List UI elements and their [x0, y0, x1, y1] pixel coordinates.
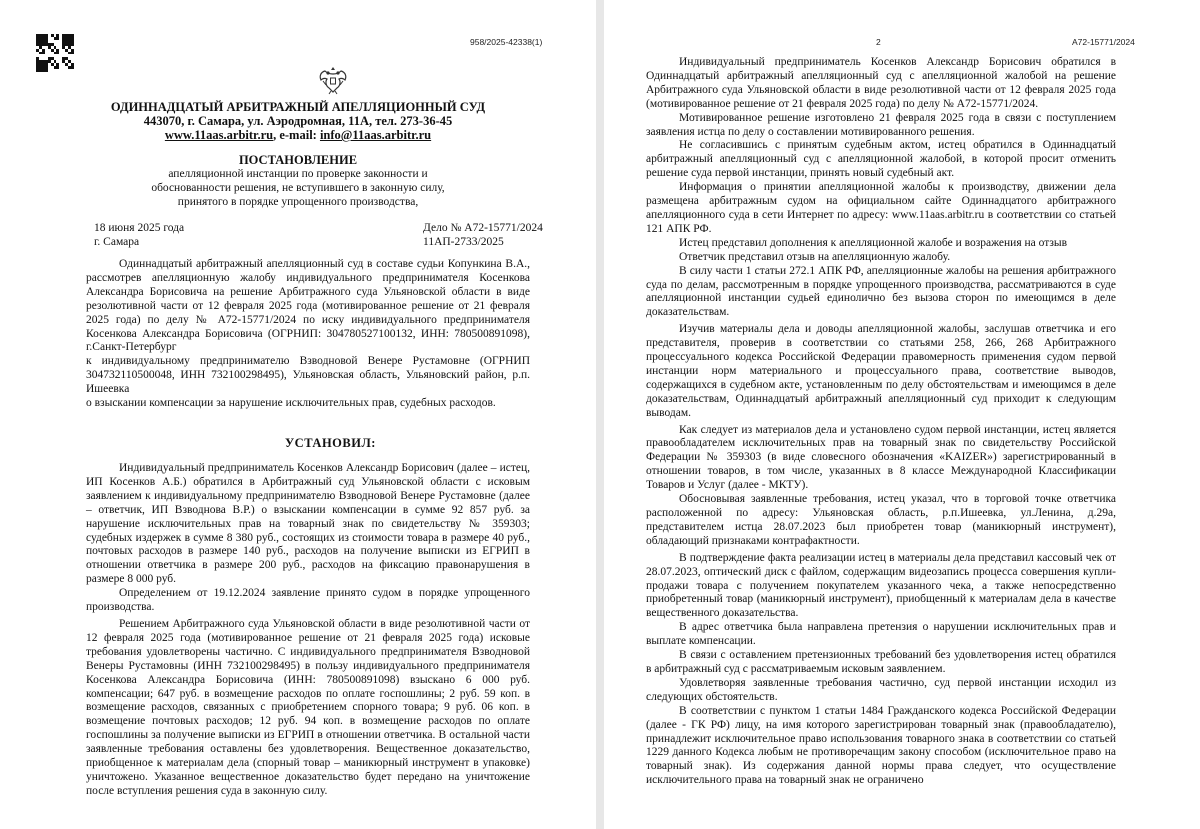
decision-city: г. Самара — [94, 236, 140, 248]
body-paragraph: Обосновывая заявленные требования, истец указал, что в торговой точке ответчика расположенной по адресу: Ульяновская область, р.п.Ишеевка, ул.Ленина, д.29а, представителем истца 28.07.2023 был приобретен товар (маникюрный инструмент), обладающий признаками контрафактности. — [646, 493, 1116, 547]
court-address: 443070, г. Самара, ул. Аэродромная, 11А, тел. 273-36-45 — [143, 114, 453, 128]
email-label: , e-mail: — [273, 128, 320, 142]
appeal-number: 11АП-2733/2025 — [423, 236, 504, 248]
body-paragraph: Индивидуальный предприниматель Косенков Александр Борисович обратился в Одиннадцатый арбитражный апелляционный суд с апелляционной жалобой на решение Арбитражного суда Ульяновской области в виде резолютивной части от 12 февраля 2025 года (мотивированное решение от 21 февраля 2025 года) по делу № А72-15771/2024. — [646, 56, 1116, 110]
body-paragraph: В связи с оставлением претензионных требований без удовлетворения истец обратился в арбитражный суд с рассматриваемым исковым заявлением. — [646, 649, 1116, 675]
body-paragraph: В адрес ответчика была направлена претензия о нарушении исключительных прав и выплате компенсации. — [646, 621, 1116, 648]
intro-paragraph: Одиннадцатый арбитражный апелляционный суд в составе судьи Копункина В.А., рассмотрев апелляционную жалобу индивидуального предпринимателя Косенкова Александра Борисовича на решение Арбитражного суда Ульяновской области в виде резолютивной части от 12 февраля 2025 года (мотивированное решение от 21 февраля 2025 года) по делу № А72-15771/2024 по иску индивидуального предпринимателя Косенкова Александра Борисовича (ОГРНИП: 304780527100132, ИНН: 780500891098), г.Санкт-Петербург — [86, 258, 530, 354]
court-name: ОДИННАДЦАТЫЙ АРБИТРАЖНЫЙ АПЕЛЛЯЦИОННЫЙ СУД — [110, 100, 486, 114]
body-paragraph: Истец представил дополнения к апелляционной жалобе и возражения на отзыв — [679, 236, 1068, 249]
body-paragraph: Не согласившись с принятым судебным актом, истец обратился в Одиннадцатый арбитражный апелляционный суд с апелляционной жалобой, в которой просит отменить решение суда первой инстанции, принять новый судебный акт. — [646, 139, 1116, 180]
body-paragraph: В силу части 1 статьи 272.1 АПК РФ, апелляционные жалобы на решения арбитражного суда по делам, рассмотренным в порядке упрощенного производства, рассматриваются в суде апелляционной инстанции судьей единолично без вызова сторон по имеющимся в деле доказательствам. — [646, 264, 1116, 319]
court-email-link[interactable]: info@11aas.arbitr.ru — [319, 128, 432, 142]
document-page-1 — [0, 0, 596, 829]
body-paragraph: Определением от 19.12.2024 заявление принято судом в порядке упрощенного производства. — [86, 587, 530, 614]
document-page-2 — [604, 0, 1200, 829]
case-reference: А72-15771/2024 — [1072, 37, 1135, 47]
decision-date: 18 июня 2025 года — [94, 222, 185, 234]
subtitle-line: принятого в порядке упрощенного производства, — [177, 196, 419, 208]
body-paragraph: Как следует из материалов дела и установлено судом первой инстанции, истец является правообладателем исключительных прав на товарный знак по свидетельству Российской Федерации № 359303 (в виде словесного обозначения «KAIZER») зарегистрированный в отношении товаров, в том числе, указанных в 8 классе Международной Классификации Товаров и Услуг (далее - МКТУ). — [646, 423, 1116, 492]
page-number: 2 — [876, 37, 881, 47]
intro-paragraph: к индивидуальному предпринимателю Взводновой Венере Рустамовне (ОГРНИП 304732110500048, ИНН 732100298495), Ульяновская область, Ульяновский район, р.п. Ишеевка — [86, 355, 530, 396]
subtitle-line: апелляционной инстанции по проверке законности и — [168, 168, 428, 180]
body-paragraph: Индивидуальный предприниматель Косенков Александр Борисович (далее – истец, ИП Косенков А.Б.) обратился в Арбитражный суд Ульяновской области с исковым заявлением к индивидуальному предпринимателю Взводновой Венере Рустамовне (далее – ответчик, ИП Взводнова В.Р.) о взыскании компенсации в сумме 92 857 руб. за нарушение исключительных прав на товарный знак по свидетельству № 359303; судебных издержек в сумме 8 380 руб., состоящих из стоимости товара в размере 40 руб., почтовых расходов в размере 140 руб., расходов на получение выписки из ЕГРИП в отношении ответчика в размере 200 руб., расходов на фиксацию правонарушения в размере 8 000 руб. — [86, 462, 530, 586]
body-paragraph: Информация о принятии апелляционной жалобы к производству, движении дела размещена арбитражным судом на официальном сайте Одиннадцатого арбитражного апелляционного суда в сети Интернет по адресу: www.11aas.arbitr.ru в соответствии со статьей 121 АПК РФ. — [646, 181, 1116, 235]
document-title: ПОСТАНОВЛЕНИЕ — [238, 153, 358, 167]
body-paragraph: Ответчик представил отзыв на апелляционную жалобу. — [679, 250, 951, 263]
facts-section — [86, 462, 530, 799]
page-gap — [596, 0, 604, 829]
coat-of-arms-icon — [316, 63, 350, 97]
subtitle-line: обоснованности решения, не вступившего в законную силу, — [151, 182, 445, 194]
body-paragraph: Изучив материалы дела и доводы апелляционной жалобы, заслушав ответчика и его представителя, проверив в соответствии со статьями 258, 266, 268 Арбитражного процессуального кодекса Российской Федерации правомерность применения судом первой инстанции норм материального и процессуального права, соответствие выводов, содержащихся в судебном акте, установленным по делу обстоятельствам и имеющимся в деле доказательствам, Одиннадцатый арбитражный апелляционный суд приходит к следующим выводам. — [646, 323, 1116, 419]
intro-section — [86, 258, 530, 411]
court-header — [60, 100, 536, 142]
body-paragraph: Решением Арбитражного суда Ульяновской области в виде резолютивной части от 12 февраля 2025 года (мотивированное решение от 21 февраля 2025 года) исковые требования удовлетворены частично. С индивидуального предпринимателя Взводновой Венеры Рустамовны (ИНН 732100298495) в пользу индивидуального предпринимателя Косенкова Александра Борисовича (ИНН: 780500891098) взыскано 6 000 руб. компенсации; 647 руб. в возмещение расходов по оплате госпошлины; 2 руб. 59 коп. в возмещение расходов, связанных с приобретением спорного товара; 9 руб. 06 коп. в возмещение почтовых расходов; 12 руб. 94 коп. в возмещение расходов по оплате госпошлины за получение выписки из ЕГРИП в отношении ответчика. В остальной части заявленные требования оставлены без удовлетворения. Вещественное доказательство, приобщенное к материалам дела (спорный товар – маникюрный инструмент в упаковке) уничтожено. Указанное вещественное доказательство будет передано на уничтожение после вступления решения суда в законную силу. — [86, 617, 530, 797]
court-website-link[interactable]: www.11aas.arbitr.ru — [164, 128, 274, 142]
court-contacts — [60, 128, 536, 142]
document-id: 958/2025-42338(1) — [470, 37, 543, 47]
qr-code-icon — [36, 34, 74, 72]
body-paragraph: В соответствии с пунктом 1 статьи 1484 Гражданского кодекса Российской Федерации (далее - ГК РФ) лицу, на имя которого зарегистрирован товарный знак (правообладателю), принадлежит исключительное право использования товарного знака в соответствии со статьей 1229 данного Кодекса любым не противоречащим закону способом (исключительное право на товарный знак). Из содержания данной нормы права следует, что осуществление исключительного права на товарный знак не ограничено — [646, 704, 1116, 787]
case-number: Дело № А72-15771/2024 — [423, 222, 543, 234]
intro-paragraph: о взыскании компенсации за нарушение исключительных прав, судебных расходов. — [86, 397, 496, 410]
body-paragraph: В подтверждение факта реализации истец в материалы дела представил кассовый чек от 28.07.2023, оптический диск с файлом, содержащим видеозапись процесса совершения купли-продажи товара с получением покупателем указанного чека, а также непосредственно приобретенный товар (маникюрный инструмент), приобщенный к материалам дела в качестве вещественного доказательства. — [646, 551, 1116, 620]
body-paragraph: Мотивированное решение изготовлено 21 февраля 2025 года в связи с поступлением заявления истца по делу о составлении мотивированного решения. — [646, 111, 1116, 138]
established-heading: УСТАНОВИЛ: — [285, 436, 376, 450]
document-subtitle — [60, 167, 536, 209]
page2-text — [646, 56, 1116, 788]
body-paragraph: Удовлетворяя заявленные требования частично, суд первой инстанции исходил из следующих обстоятельств. — [646, 676, 1116, 703]
